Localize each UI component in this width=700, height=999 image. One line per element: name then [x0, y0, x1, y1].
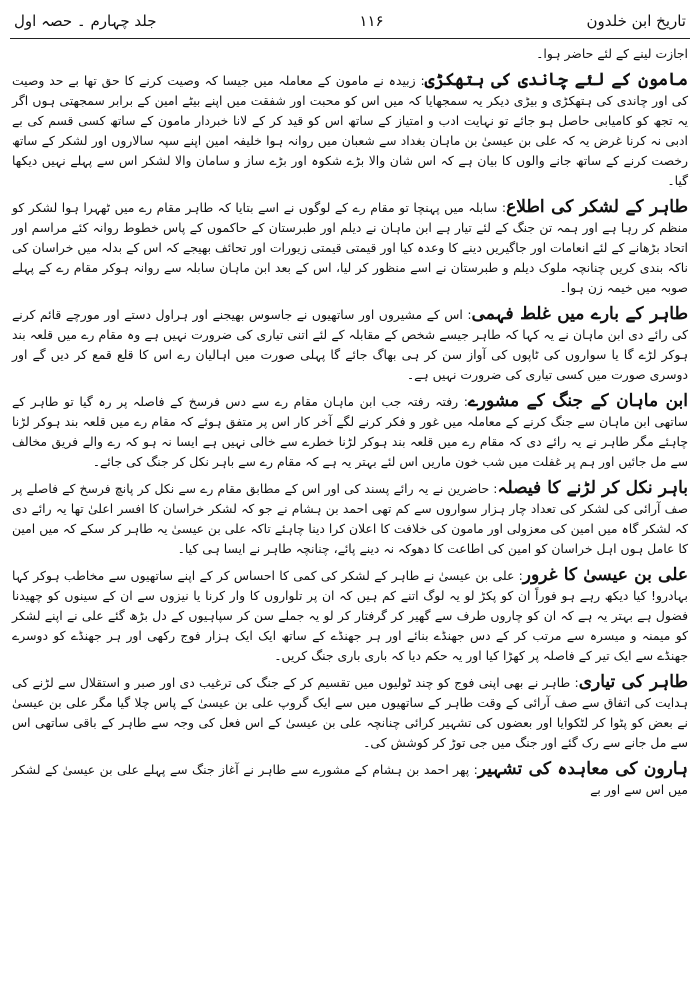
- section-heading: علی بن عیسیٰ کا غرور: [522, 565, 688, 585]
- section-treaty-publicity: ہارون کی معاہدہ کی تشہیر: پھر احمد بن ہشام کے مشورے سے طاہر نے آغاز جنگ سے پہلے علی بن عیسیٰ کے لشکر میں اس سے اور بے: [12, 759, 688, 797]
- section-text: رفتہ رفتہ جب ابن ماہان مقام رے سے دس فرسخ کے فاصلہ پر رہ گیا تو طاہر کے ساتھی ابن ماہان سے جنگ کرنے کے معاملہ میں غور و فکر کرنے لگے آخر کار اس پر متفق ہوئے کہ مقام رے میں قلعہ بند ہوکر لڑنا چاہئے مگر طاہر نے یہ رائے دی کہ مقام رے میں قلعہ بند ہوکر لڑنا خطرے سے خالی نہیں ہے ایسا نہ ہو کہ رے والے فریق مخالف سے مل جائیں اور ہم پر غفلت میں شب خون ماریں اس لئے بہتر یہ ہے کہ مقام رے سے باہر نکل کر جنگ کی جائے۔: [12, 394, 688, 469]
- volume-label: جلد چہارم ۔ حصہ اول: [14, 12, 157, 30]
- section-text: پھر احمد بن ہشام کے مشورے سے طاہر نے آغاز جنگ سے پہلے علی بن عیسیٰ کے لشکر میں اس سے اور بے: [12, 762, 688, 797]
- section-heading: ابن ماہان کے جنگ کے مشورے: [467, 391, 688, 411]
- section-war-counsel: ابن ماہان کے جنگ کے مشورے: رفتہ رفتہ جب ابن ماہان مقام رے سے دس فرسخ کے فاصلہ پر رہ گیا تو طاہر کے ساتھی ابن ماہان سے جنگ کرنے کے معاملہ میں غور و فکر کرنے لگے آخر کار اس پر متفق ہوئے کہ مقام رے میں قلعہ بند ہوکر لڑنا چاہئے مگر طاہر نے یہ رائے دی کہ مقام رے میں قلعہ بند ہوکر لڑنا خطرے سے خالی نہیں ہے ایسا نہ ہو کہ رے والے فریق مخالف سے مل جائیں اور ہم پر غفلت میں شب خون ماریں اس لئے بہتر یہ ہے کہ مقام رے سے باہر نکل کر جنگ کی جائے۔: [12, 391, 688, 469]
- section-decision: باہر نکل کر لڑنے کا فیصلہ: حاضرین نے یہ رائے پسند کی اور اس کے مطابق مقام رے سے نکل کر پانچ فرسخ کے فاصلے پر صف آرائی کی لشکر کی تعداد چار ہزار سواروں سے کم تھی احمد بن ہشام نے جو کہ لشکر خراسان کا افسر اعلیٰ تھا یہ رائے دی کہ لشکر گاہ میں امین کی معزولی اور مامون کی خلافت کا اعلان کرا دینا چاہئے تاکہ علی بن عیسیٰ یہ طاہر کر سکے کہ میں امین کا عامل ہوں اہل خراسان کو امین کی اطاعت کا دھوکہ نہ دینے پائے، چنانچہ طاہر نے ایسا ہی کیا۔: [12, 478, 688, 556]
- section-text: سابلہ میں پہنچا تو مقام رے کے لوگوں نے اسے بتایا کہ طاہر مقام رے میں ٹھہرا ہوا لشکر کو منظم کر رہا ہے اور ہمہ تن جنگ کے لئے تیار ہے ابن ماہان نے دیلم اور طبرستان کے حاکموں کے پاس خطوط روانہ کئے مراسم اور اتحاد بڑھانے کے لئے انعامات اور جاگیریں دینے کا وعدہ کیا اور قیمتی قیمتی زیورات اور تحائف بھیجے کہ اس کے بدلہ میں خراسان کی ناکہ بندی کریں چنانچہ ملوک دیلم و طبرستان نے اسے منظور کر لیا، اس کے بعد ابن ماہان سابلہ سے روانہ ہوکر مقام رے کے پہلے صوبہ میں خیمہ زن ہوا۔: [12, 200, 688, 295]
- section-text: زبیدہ نے مامون کے معاملہ میں جیسا کہ وصیت کرنے کا حق تھا بے حد وصیت کی اور چاندی کی ہتھکڑی و بیڑی دیکر یہ سمجھایا کہ میں اس کو محبت اور شفقت میں اپنے بیٹے امین کے برابر سمجھتی ہوں اگر یہ تجھ کو کامیابی حاصل ہو جائے تو نہایت ادب و امتیاز کے ساتھ اس کو قید کر کے لانا خبردار مامون کے ساتھ کسی قسم کی بے ادبی نہ کرنا غرض یہ کہ علی بن عیسیٰ بن ماہان بغداد سے شعبان میں روانہ ہوا خلیفہ امین اپنے سپہ سالاروں اور لشکر کے ساتھ رخصت کرنے کے ساتھ جانے والوں کا بیان ہے کہ اس شان والا بڑے شکوہ اور بڑے ساز و سامان والا لشکر اس سے پہلے نہیں دیکھا گیا۔: [12, 73, 688, 188]
- section-heading: طاہر کے لشکر کی اطلاع: [506, 197, 688, 217]
- section-text: اس کے مشیروں اور ساتھیوں نے جاسوس بھیجنے اور ہراول دستے اور مورچے قائم کرنے کی رائے دی ابن ماہان نے یہ کہا کہ طاہر جیسے شخص کے مقابلہ کے لئے اتنی تیاری کی ضرورت نہیں ہے وہ مقام رے میں قلعہ بند ہوکر لڑے گا یا سواروں کی ٹاپوں کی آواز سن کر ہی بھاگ جائے گا پہلی صورت میں اہالیان رے اس کا قلع قمع کر دیں گے اور دوسری صورت میں کسی تیاری کی ضرورت نہیں ہے۔: [12, 307, 688, 382]
- section-text: علی بن عیسیٰ نے طاہر کے لشکر کی کمی کا احساس کر کے اپنے ساتھیوں سے مخاطب ہوکر کہا بہادرو! کیا دیکھ رہے ہو فوراً ان کو پکڑ لو یہ لوگ اتنے کم ہیں کہ ان پر تلواروں کا وار کرنا یا نیزوں سے ان کے سینوں کو چھیدنا فضول ہے بہتر یہ ہے کہ ان کو چاروں طرف سے گھیر کر گرفتار کر لو یہ جملے سن کر سپاہیوں کے دل بڑھ گئے علی نے اپنے لشکر کو میمنہ و میسرہ سے مرتب کر کے دس جھنڈے بنائے اور ہر جھنڈے کے ساتھ ایک ایک ہزار فوج رکھی اور ہر جھنڈے کو دوسرے جھنڈے سے ایک تیر کے فاصلہ پر کھڑا کیا اور یہ حکم دیا کہ باری باری جنگ کریں۔: [12, 568, 688, 663]
- section-heading: مامون کے لئے چاندی کی ہتھکڑی: [424, 70, 688, 90]
- section-heading: طاہر کی تیاری: [578, 672, 688, 692]
- section-text: طاہر نے بھی اپنی فوج کو چند ٹولیوں میں تقسیم کر کے جنگ کی ترغیب دی اور صبر و استقلال سے لڑنے کی ہدایت کی اتفاق سے صف آرائی کے وقت طاہر کے ساتھیوں میں سے ایک گروپ علی بن عیسیٰ کے پاس چلا گیا مگر علی بن عیسیٰ نے بعض کو پٹوا کر لٹکوایا اور بعضوں کی تشہیر کرائی چنانچہ علی بن عیسیٰ کے اس فعل کی وجہ سے طاہر کے باقی ساتھی اس سے مل جانے سے رک گئے اور جنگ میں جی توڑ کر کوشش کی۔: [12, 675, 688, 750]
- section-ali-pride: علی بن عیسیٰ کا غرور: علی بن عیسیٰ نے طاہر کے لشکر کی کمی کا احساس کر کے اپنے ساتھیوں سے مخاطب ہوکر کہا بہادرو! کیا دیکھ رہے ہو فوراً ان کو پکڑ لو یہ لوگ اتنے کم ہیں کہ ان پر تلواروں کا وار کرنا یا نیزوں سے ان کے سینوں کو چھیدنا فضول ہے بہتر یہ ہے کہ ان کو چاروں طرف سے گھیر کر گرفتار کر لو یہ جملے سن کر سپاہیوں کے دل بڑھ گئے علی نے اپنے لشکر کو میمنہ و میسرہ سے مرتب کر کے دس جھنڈے بنائے اور ہر جھنڈے کے ساتھ ایک ایک ہزار فوج رکھی اور ہر جھنڈے کو دوسرے جھنڈے سے ایک تیر کے فاصلہ پر کھڑا کیا اور یہ حکم دیا کہ باری باری جنگ کریں۔: [12, 565, 688, 663]
- page-number: ۱۱۶: [359, 12, 384, 30]
- section-tahir-news: طاہر کے لشکر کی اطلاع: سابلہ میں پہنچا تو مقام رے کے لوگوں نے اسے بتایا کہ طاہر مقام رے میں ٹھہرا ہوا لشکر کو منظم کر رہا ہے اور ہمہ تن جنگ کے لئے تیار ہے ابن ماہان نے دیلم اور طبرستان کے حاکموں کے پاس خطوط روانہ کئے مراسم اور اتحاد بڑھانے کے لئے انعامات اور جاگیریں دینے کا وعدہ کیا اور قیمتی قیمتی زیورات اور تحائف بھیجے کہ اس کے بدلہ میں خراسان کی ناکہ بندی کریں چنانچہ ملوک دیلم و طبرستان نے اسے منظور کر لیا، اس کے بعد ابن ماہان سابلہ سے روانہ ہوکر مقام رے کے پہلے صوبہ میں خیمہ زن ہوا۔: [12, 197, 688, 295]
- header-rule: [10, 38, 690, 39]
- section-heading: ہارون کی معاہدہ کی تشہیر: [477, 759, 688, 779]
- section-mamun-handcuffs: مامون کے لئے چاندی کی ہتھکڑی: زبیدہ نے مامون کے معاملہ میں جیسا کہ وصیت کرنے کا حق تھا بے حد وصیت کی اور چاندی کی ہتھکڑی و بیڑی دیکر یہ سمجھایا کہ میں اس کو محبت اور شفقت میں اپنے بیٹے امین کے برابر سمجھتی ہوں اگر یہ تجھ کو کامیابی حاصل ہو جائے تو نہایت ادب و امتیاز کے ساتھ اس کو قید کر کے لانا خبردار مامون کے ساتھ کسی قسم کی بے ادبی نہ کرنا غرض یہ کہ علی بن عیسیٰ بن ماہان بغداد سے شعبان میں روانہ ہوا خلیفہ امین اپنے سپہ سالاروں اور لشکر کے ساتھ رخصت کرنے کے ساتھ جانے والوں کا بیان ہے کہ اس شان والا بڑے شکوہ اور بڑے ساز و سامان والا لشکر اس سے پہلے نہیں دیکھا گیا۔: [12, 70, 688, 188]
- page-body: [12, 44, 688, 995]
- section-misunderstanding: طاہر کے بارے میں غلط فہمی: اس کے مشیروں اور ساتھیوں نے جاسوس بھیجنے اور ہراول دستے اور مورچے قائم کرنے کی رائے دی ابن ماہان نے یہ کہا کہ طاہر جیسے شخص کے مقابلہ کے لئے اتنی تیاری کی ضرورت نہیں ہے وہ مقام رے میں قلعہ بند ہوکر لڑے گا یا سواروں کی ٹاپوں کی آواز سن کر ہی بھاگ جائے گا پہلی صورت میں اہالیان رے اس کا قلع قمع کر دیں گے اور دوسری صورت میں کسی تیاری کی ضرورت نہیں ہے۔: [12, 304, 688, 382]
- section-heading: باہر نکل کر لڑنے کا فیصلہ: [497, 478, 688, 498]
- page-header: [14, 6, 686, 36]
- section-tahir-preparation: طاہر کی تیاری: طاہر نے بھی اپنی فوج کو چند ٹولیوں میں تقسیم کر کے جنگ کی ترغیب دی اور صبر و استقلال سے لڑنے کی ہدایت کی اتفاق سے صف آرائی کے وقت طاہر کے ساتھیوں میں سے ایک گروپ علی بن عیسیٰ کے پاس چلا گیا مگر علی بن عیسیٰ نے بعض کو پٹوا کر لٹکوایا اور بعضوں کی تشہیر کرائی چنانچہ علی بن عیسیٰ کے اس فعل کی وجہ سے طاہر کے باقی ساتھی اس سے مل جانے سے رک گئے اور جنگ میں جی توڑ کر کوشش کی۔: [12, 672, 688, 750]
- book-title: تاریخ ابن خلدون: [586, 12, 686, 30]
- intro-line: اجازت لینے کے لئے حاضر ہوا۔: [536, 46, 688, 61]
- section-text: حاضرین نے یہ رائے پسند کی اور اس کے مطابق مقام رے سے نکل کر پانچ فرسخ کے فاصلے پر صف آرائی کی لشکر کی تعداد چار ہزار سواروں سے کم تھی احمد بن ہشام نے جو کہ لشکر خراسان کا افسر اعلیٰ تھا یہ رائے دی کہ لشکر گاہ میں امین کی معزولی اور مامون کی خلافت کا اعلان کرا دینا چاہئے تاکہ علی بن عیسیٰ یہ طاہر کر سکے کہ میں امین کا عامل ہوں اہل خراسان کو امین کی اطاعت کا دھوکہ نہ دینے پائے، چنانچہ طاہر نے ایسا ہی کیا۔: [12, 481, 688, 556]
- section-heading: طاہر کے بارے میں غلط فہمی: [471, 304, 688, 324]
